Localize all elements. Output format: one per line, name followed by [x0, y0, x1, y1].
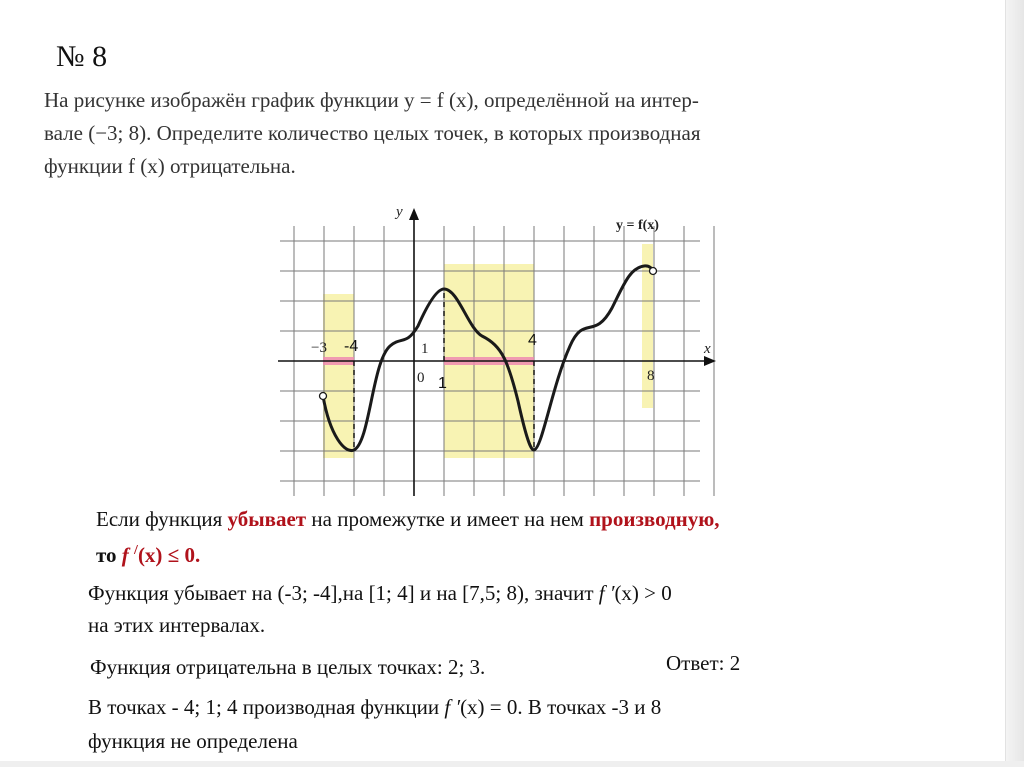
tick-label-8: 8 [647, 368, 655, 384]
derivative-inequality: (x) ≤ 0. [137, 543, 201, 567]
solution-line-3-b: (x) > 0 [614, 581, 672, 605]
solution-line-1-b: на промежутке и имеет на нем [306, 507, 590, 531]
solution-line-2-a: то [96, 543, 122, 567]
derivative-prime: / [134, 543, 138, 558]
open-endpoint-left [320, 393, 327, 400]
function-graph [270, 196, 720, 502]
tick-label-minus3: −3 [311, 340, 327, 356]
keyword-derivative: производную, [589, 507, 720, 531]
open-endpoint-right [650, 268, 657, 275]
slide-frame-bottom [0, 761, 1024, 767]
y-axis-arrow [409, 208, 419, 220]
solution-line-2 [96, 536, 200, 570]
solution-line-6 [88, 692, 661, 722]
problem-number: № 8 [56, 40, 108, 73]
answer: Ответ: 2 [666, 651, 741, 675]
problem-statement [44, 84, 964, 183]
problem-line-3: функции f (x) отрицательна. [44, 154, 296, 178]
solution-line-7: функция не определена [88, 729, 298, 753]
solution-line-3-f: f ′ [598, 581, 615, 605]
solution-line-5: Функция отрицательна в целых точках: 2; 3. [90, 655, 486, 679]
derivative-symbol: f [121, 543, 135, 567]
note-4: 4 [528, 332, 537, 349]
solution-line-1 [96, 504, 720, 534]
tick-label-1: 1 [421, 341, 429, 357]
function-label: y = f(x) [616, 218, 659, 233]
highlight-bands [323, 244, 653, 458]
y-axis-label: y [396, 204, 403, 220]
x-axis-label: x [704, 341, 711, 357]
problem-line-1: На рисунке изображён график функции y = f (x), определённой на интер- [44, 88, 699, 112]
solution-line-3 [88, 578, 672, 608]
keyword-decreasing: убывает [227, 507, 307, 531]
band-interval-1 [323, 294, 354, 458]
slide-frame-right [1005, 0, 1024, 767]
note-minus4: -4 [344, 338, 359, 355]
solution-line-1-a: Если функция [96, 507, 228, 531]
note-1: 1 [438, 375, 447, 392]
solution-line-6-b: (x) = 0. В точках -3 и 8 [460, 695, 662, 719]
solution-line-4: на этих интервалах. [88, 613, 266, 637]
solution-line-3-a: Функция убывает на (-3; -4],на [1; 4] и на [7,5; 8), значит [88, 581, 599, 605]
tick-label-0: 0 [417, 370, 425, 386]
solution-line-6-a: В точках - 4; 1; 4 производная функции [88, 695, 445, 719]
problem-line-2: вале (−3; 8). Определите количество целых точек, в которых производная [44, 121, 701, 145]
solution-line-6-f: f ′ [444, 695, 461, 719]
